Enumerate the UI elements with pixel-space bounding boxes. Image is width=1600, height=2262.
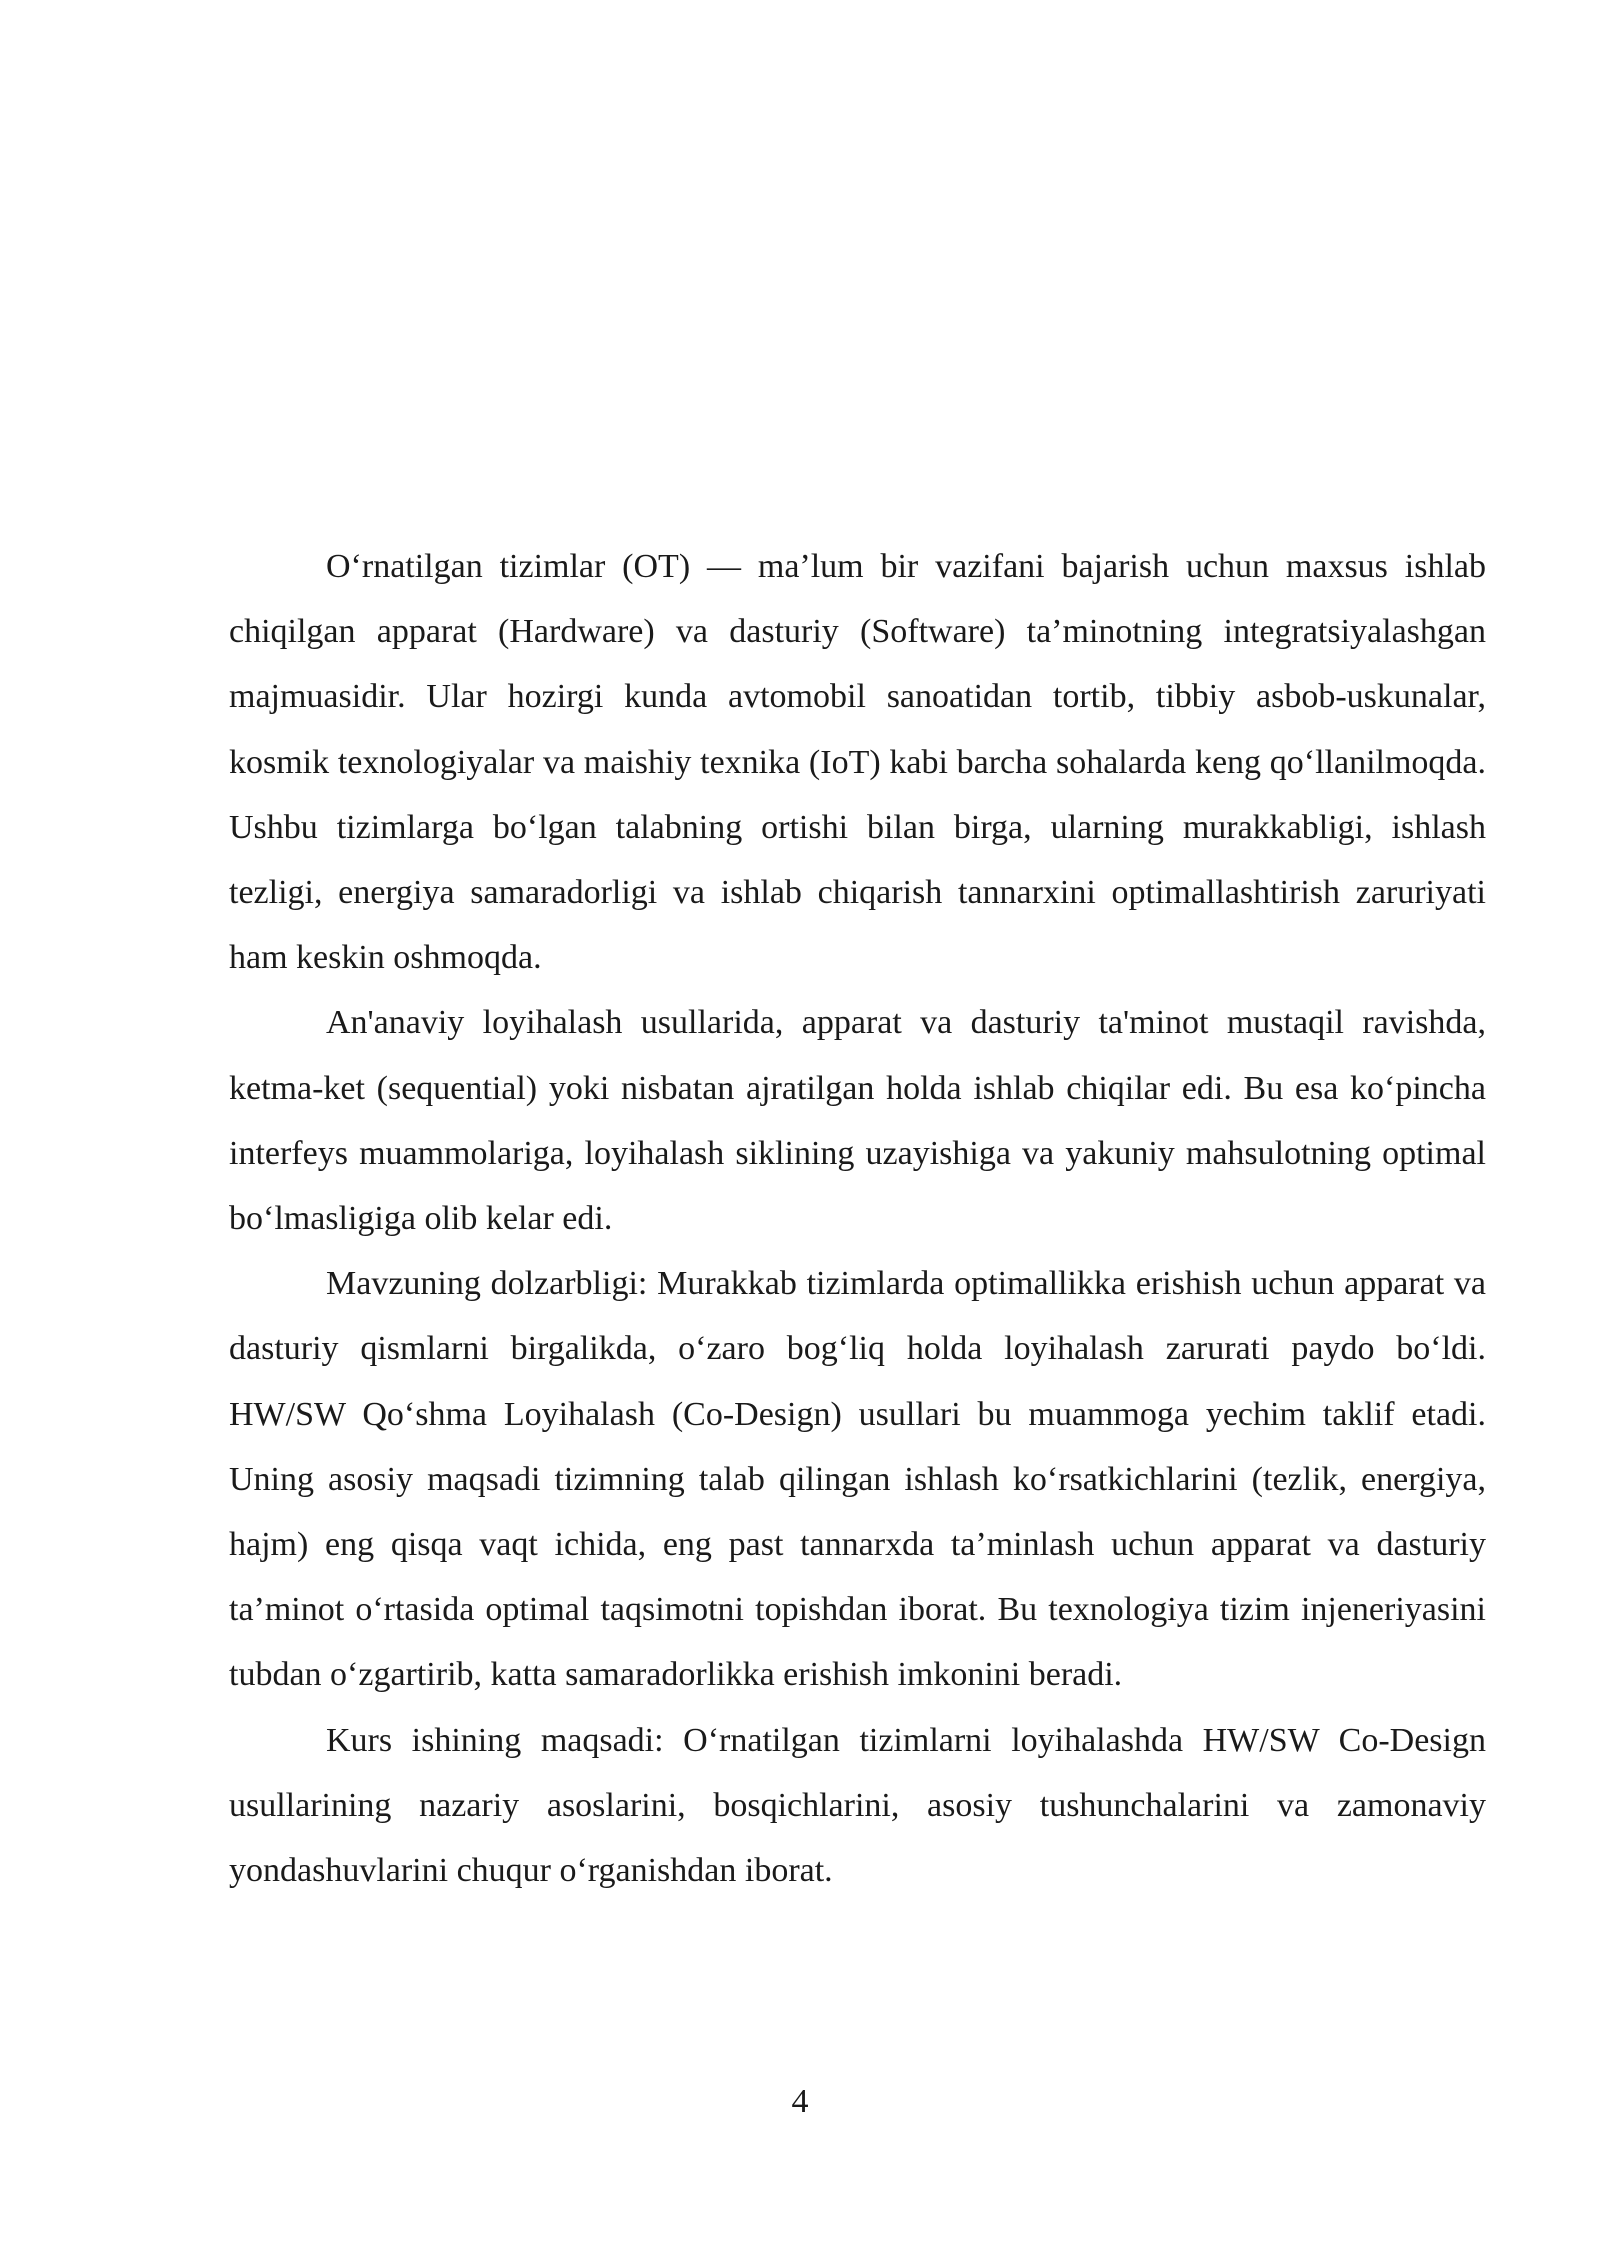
paragraph-traditional-design: An'anaviy loyihalash usullarida, apparat va dasturiy ta'minot mustaqil ravishda, ketma-ket (sequential) yoki nisbatan ajratilgan holda ishlab chiqilar edi. Bu esa ko‘pincha interfeys muammolariga, loyihalash siklining uzayishiga va yakuniy mahsulotning optimal bo‘lmasligiga olib kelar edi. — [229, 1004, 1486, 1238]
body-text — [229, 534, 1486, 1903]
paragraph-goal: Kurs ishining maqsadi: O‘rnatilgan tizimlarni loyihalashda HW/SW Co-Design usullarining nazariy asoslarini, bosqichlarini, asosiy tushunchalarini va zamonaviy yondashuvlarini chuqur o‘rganishdan iborat. — [229, 1721, 1486, 1890]
paragraph-relevance: Mavzuning dolzarbligi: Murakkab tizimlarda optimallikka erishish uchun apparat va dasturiy qismlarni birgalikda, o‘zaro bog‘liq holda loyihalash zarurati paydo bo‘ldi. HW/SW Qo‘shma Loyihalash (Co-Design) usullari bu muammoga yechim taklif etadi. Uning asosiy maqsadi tizimning talab qilingan ishlash ko‘rsatkichlarini (tezlik, energiya, hajm) eng qisqa vaqt ichida, eng past tannarxda ta’minlash uchun apparat va dasturiy ta’minot o‘rtasida optimal taqsimotni topishdan iborat. Bu texnologiya tizim injeneriyasini tubdan o‘zgartirib, katta samaradorlikka erishish imkonini beradi. — [229, 1265, 1486, 1694]
paragraph-intro: O‘rnatilgan tizimlar (OT) — ma’lum bir vazifani bajarish uchun maxsus ishlab chiqilgan apparat (Hardware) va dasturiy (Software) ta’minotning integratsiyalashgan majmuasidir. Ular hozirgi kunda avtomobil sanoatidan tortib, tibbiy asbob-uskunalar, kosmik texnologiyalar va maishiy texnika (IoT) kabi barcha sohalarda keng qo‘llanilmoqda. Ushbu tizimlarga bo‘lgan talabning ortishi bilan birga, ularning murakkabligi, ishlash tezligi, energiya samaradorligi va ishlab chiqarish tannarxini optimallashtirish zaruriyati ham keskin oshmoqda. — [229, 548, 1486, 977]
page-number: 4 — [791, 2083, 809, 2120]
